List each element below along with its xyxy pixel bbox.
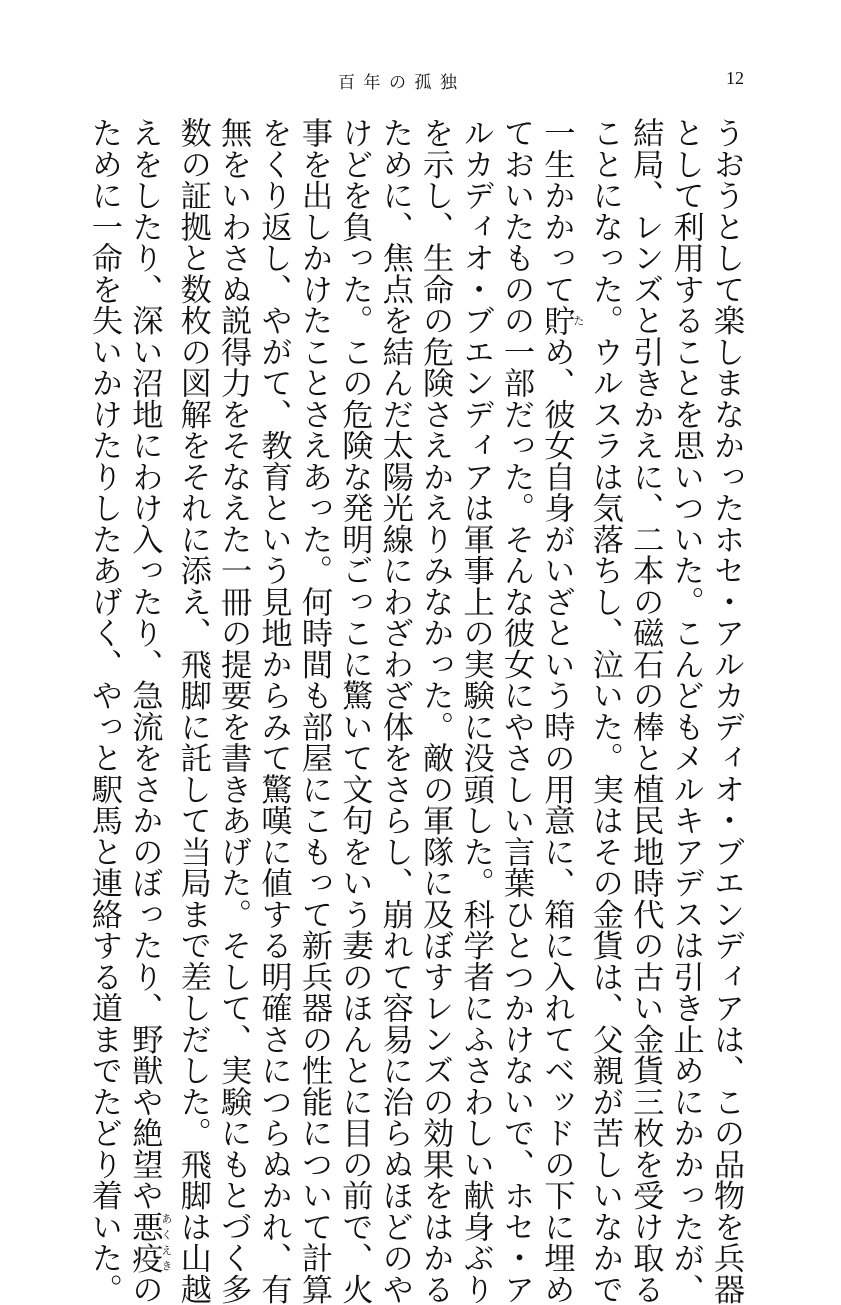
ruby-annotation: 悪疫あくえき — [126, 1210, 173, 1274]
ruby-reading: た — [571, 304, 585, 336]
text-line: をくり返し、やがて、教育という見地からみて驚嘆に値する明確さにつらぬかれ、有 — [255, 117, 292, 1305]
text-line: ために、焦点を結んだ太陽光線にわざわざ体をさらし、崩れて容易に治らぬほどのや — [376, 117, 413, 1305]
text-line: 事を出しかけたことさえあった。何時間も部屋にこもって新兵器の性能について計算 — [295, 117, 332, 1305]
text-line: 数の証拠と数枚の図解をそれに添え、飛脚に託して当局まで差しだした。飛脚は山越 — [174, 117, 211, 1305]
text-line: 結局、レンズと引きかえに、二本の磁石の棒と植民地時代の古い金貨三枚を受け取る — [627, 117, 664, 1305]
text-line: ておいたものの一部だった。そんな彼女にやさしい言葉ひとつかけないで、ホセ・ア — [497, 117, 534, 1305]
text-line-with-ruby: 一生かかって貯ため、彼女自身がいざという時の用意に、箱に入れてベッドの下に埋め — [538, 117, 585, 1305]
running-head-title: 百年の孤独 — [338, 73, 466, 93]
text-line: を示し、生命の危険さえかえりみなかった。敵の軍隊に及ぼすレンズの効果をはかる — [417, 117, 454, 1305]
text-line-with-ruby: えをしたり、深い沼地にわけ入ったり、急流をさかのぼったり、野獣や絶望や悪疫あくえきの — [126, 117, 173, 1305]
text-line: 無をいわさぬ説得力をそなえた一冊の提要を書きあげた。そして、実験にもとづく多 — [215, 117, 252, 1305]
page-number: 12 — [726, 68, 744, 88]
text-line: うおうとして楽しまなかったホセ・アルカディオ・ブエンディアは、この品物を兵器 — [708, 117, 744, 1305]
ruby-reading: あくえき — [159, 1210, 173, 1274]
text-line: けどを負った。この危険な発明ごっこに驚いて文句をいう妻のほんとに目の前で、火 — [336, 117, 373, 1305]
text-line: ルカディオ・ブエンディアは軍事上の実験に没頭した。科学者にふさわしい献身ぶり — [457, 117, 494, 1305]
body-text — [84, 117, 747, 1305]
text-line: ことになった。ウルスラは気落ちし、泣いた。実はその金貨は、父親が苦しいなかで — [586, 117, 623, 1305]
ruby-annotation: 貯た — [538, 304, 585, 336]
text-line: として利用することを思いついた。こんどもメルキアデスは引き止めにかかったが、 — [667, 117, 704, 1305]
text-line: ために一命を失いかけたりしたあげく、やっと駅馬と連絡する道までたどり着いた。 — [85, 117, 122, 1305]
